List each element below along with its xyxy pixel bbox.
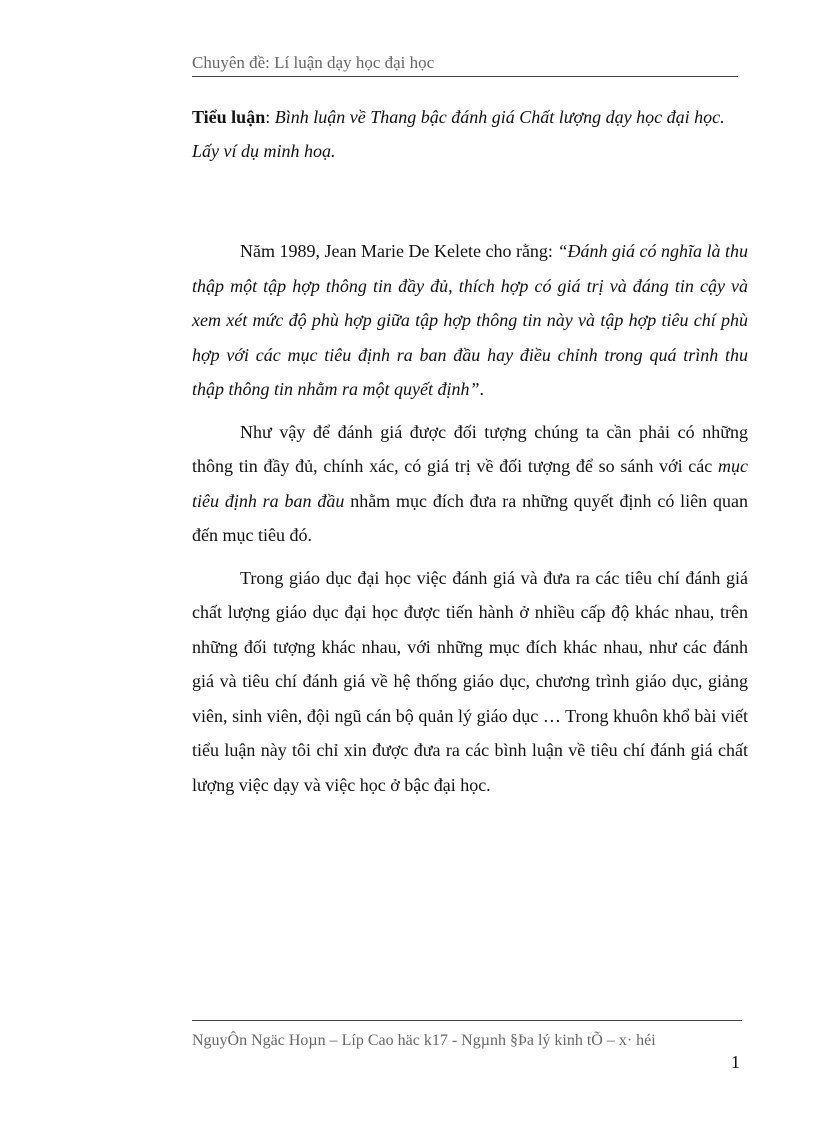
page-header — [192, 52, 738, 77]
page-number: 1 — [731, 1052, 740, 1072]
title-lead: Tiểu luận — [192, 107, 266, 127]
paragraph-2-emphasis: mục tiêu định ra ban đầu — [192, 456, 748, 511]
footer-text: NguyÔn Ngäc Hoµn – Líp Cao häc k17 - Ngµnh §Þa lý kinh tÕ – x· héi — [192, 1032, 656, 1049]
paragraph-3-text: Trong giáo dục đại học việc đánh giá và đưa ra các tiêu chí đánh giá chất lượng giáo dục đại học được tiến hành ở nhiều cấp độ khác nhau, trên những đối tượng khác nhau, với những mục đích khác nhau, như các đánh giá và tiêu chí đánh giá về hệ thống giáo dục, chương trình giáo dục, giảng viên, sinh viên, đội ngũ cán bộ quản lý giáo dục … Trong khuôn khổ bài viết tiểu luận này tôi chỉ xin được đưa ra các bình luận về tiêu chí đánh giá chất lượng việc dạy và việc học ở bậc đại học. — [192, 567, 748, 795]
paragraph-3 — [192, 561, 748, 803]
paragraph-1-quote: “Đánh giá có nghĩa là thu thập một tập hợp thông tin đầy đủ, thích hợp có giá trị và đáng tin cậy và xem xét mức độ phù hợp giữa tập hợp thông tin này và tập hợp tiêu chí phù hợp với các mục tiêu định ra ban đầu hay điều chỉnh trong quá trình thu thập thông tin nhằm ra một quyết định” — [192, 241, 748, 399]
paragraph-1-end: . — [479, 379, 484, 399]
paragraph-1-normal: Năm 1989, Jean Marie De Kelete cho rằng: — [240, 241, 558, 261]
essay-title — [192, 100, 752, 168]
paragraph-2 — [192, 415, 748, 553]
document-body — [192, 234, 748, 810]
paragraph-2-end: nhằm mục đích đưa ra những quyết định có liên quan đến mục tiêu đó. — [192, 490, 748, 545]
paragraph-1 — [192, 234, 748, 407]
title-text: Bình luận về Thang bậc đánh giá Chất lượng dạy học đại học. Lấy ví dụ minh hoạ. — [192, 107, 725, 161]
title-separator: : — [265, 107, 275, 127]
footer-divider — [192, 1020, 742, 1021]
paragraph-2-normal: Như vậy để đánh giá được đối tượng chúng ta cần phải có những thông tin đầy đủ, chính xác, có giá trị về đối tượng để so sánh với các — [192, 421, 748, 476]
header-text: Chuyên đề: Lí luận dạy học đại học — [192, 53, 435, 72]
